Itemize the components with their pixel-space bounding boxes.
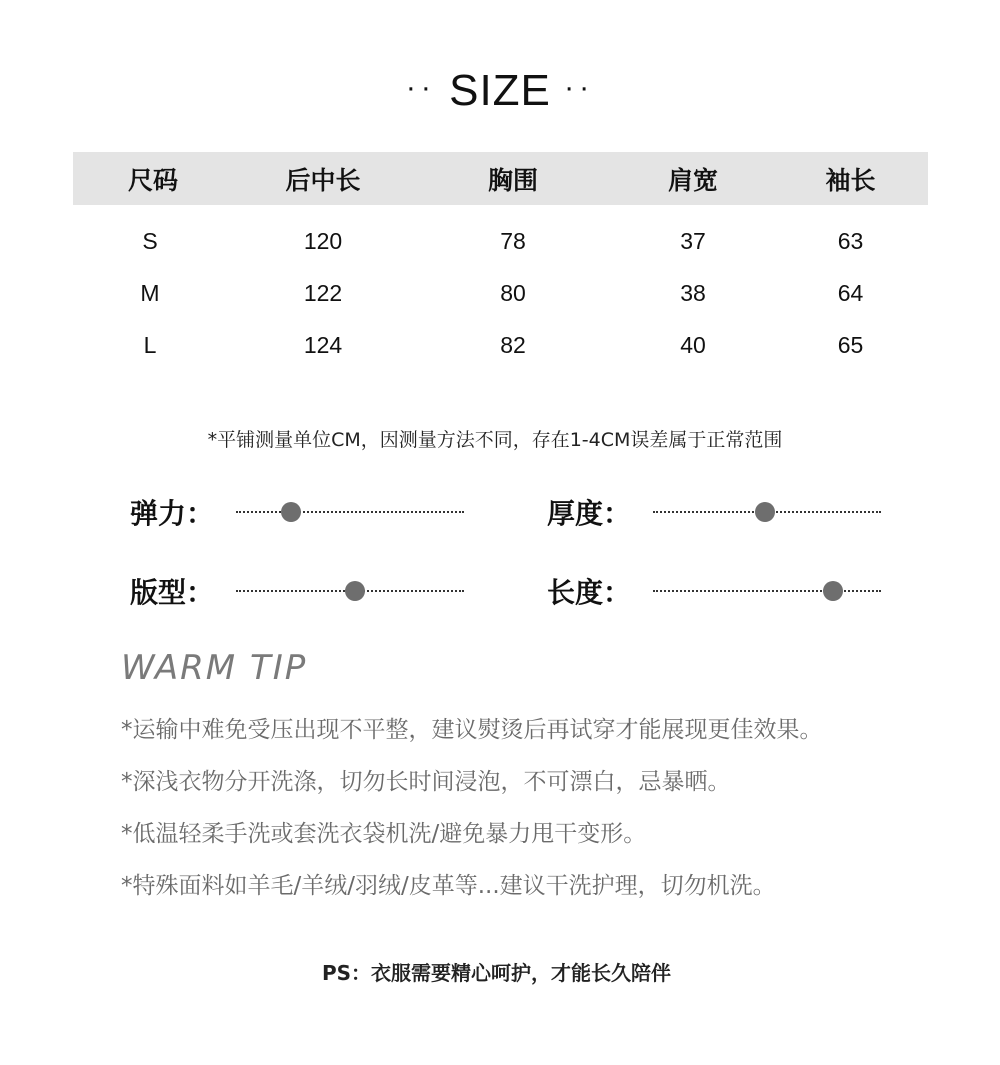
feature-length (547, 571, 881, 611)
measurement-note: *平铺测量单位CM，因测量方法不同，存在1-4CM误差属于正常范围 (207, 429, 783, 451)
warm-tip-list (121, 710, 823, 918)
scale-knob (345, 581, 365, 601)
feature-thickness (547, 492, 881, 532)
list-item: *运输中难免受压出现不平整，建议熨烫后再试穿才能展现更佳效果。 (121, 717, 823, 743)
table-cell: 124 (303, 331, 343, 358)
table-cell: 80 (500, 279, 526, 306)
table-cell: 65 (837, 331, 864, 358)
feature-label: 长度： (547, 576, 632, 609)
table-cell: 37 (680, 227, 706, 254)
table-cell: S (142, 227, 158, 254)
table-header-row (73, 152, 928, 205)
feature-scale (236, 502, 464, 522)
table-cell: 122 (303, 279, 343, 306)
table-row (73, 205, 928, 267)
table-cell: 78 (500, 227, 526, 254)
scale-knob (755, 502, 775, 522)
scale-dotted-line (236, 511, 464, 513)
title-text: SIZE (449, 66, 551, 115)
scale-knob (823, 581, 843, 601)
ps-note: PS：衣服需要精心呵护，才能长久陪伴 (321, 961, 672, 985)
table-cell: 82 (500, 331, 526, 358)
title-left-dots: ·· (405, 71, 436, 104)
feature-scale (653, 581, 881, 601)
list-item: *深浅衣物分开洗涤，切勿长时间浸泡，不可漂白，忌暴晒。 (121, 769, 731, 795)
table-cell: M (140, 279, 160, 306)
scale-knob (281, 502, 301, 522)
header-sleeve: 袖长 (773, 152, 928, 205)
feature-scale (653, 502, 881, 522)
feature-fit (130, 571, 464, 611)
table-cell: 38 (680, 279, 706, 306)
scale-dotted-line (653, 590, 881, 592)
table-row (73, 267, 928, 319)
title-right-dots: ·· (564, 71, 595, 104)
list-item: *低温轻柔手洗或套洗衣袋机洗/避免暴力甩干变形。 (121, 821, 647, 847)
header-shoulder: 肩宽 (613, 152, 773, 205)
feature-label: 弹力： (130, 497, 215, 530)
size-table (73, 152, 928, 371)
warm-tip-title: WARM TIP (121, 648, 308, 688)
table-cell: L (143, 331, 157, 358)
table-cell: 63 (837, 227, 864, 254)
table-cell: 40 (680, 331, 706, 358)
feature-elasticity (130, 492, 464, 532)
size-title (0, 66, 1000, 116)
feature-label: 厚度： (547, 497, 632, 530)
table-cell: 120 (303, 227, 343, 254)
header-back-length: 后中长 (233, 152, 413, 205)
feature-scale (236, 581, 464, 601)
list-item: *特殊面料如羊毛/羊绒/羽绒/皮革等...建议干洗护理，切勿机洗。 (121, 873, 776, 899)
table-cell: 64 (837, 279, 864, 306)
feature-label: 版型： (130, 576, 215, 609)
header-size: 尺码 (73, 152, 233, 205)
table-row (73, 319, 928, 371)
header-chest: 胸围 (413, 152, 613, 205)
